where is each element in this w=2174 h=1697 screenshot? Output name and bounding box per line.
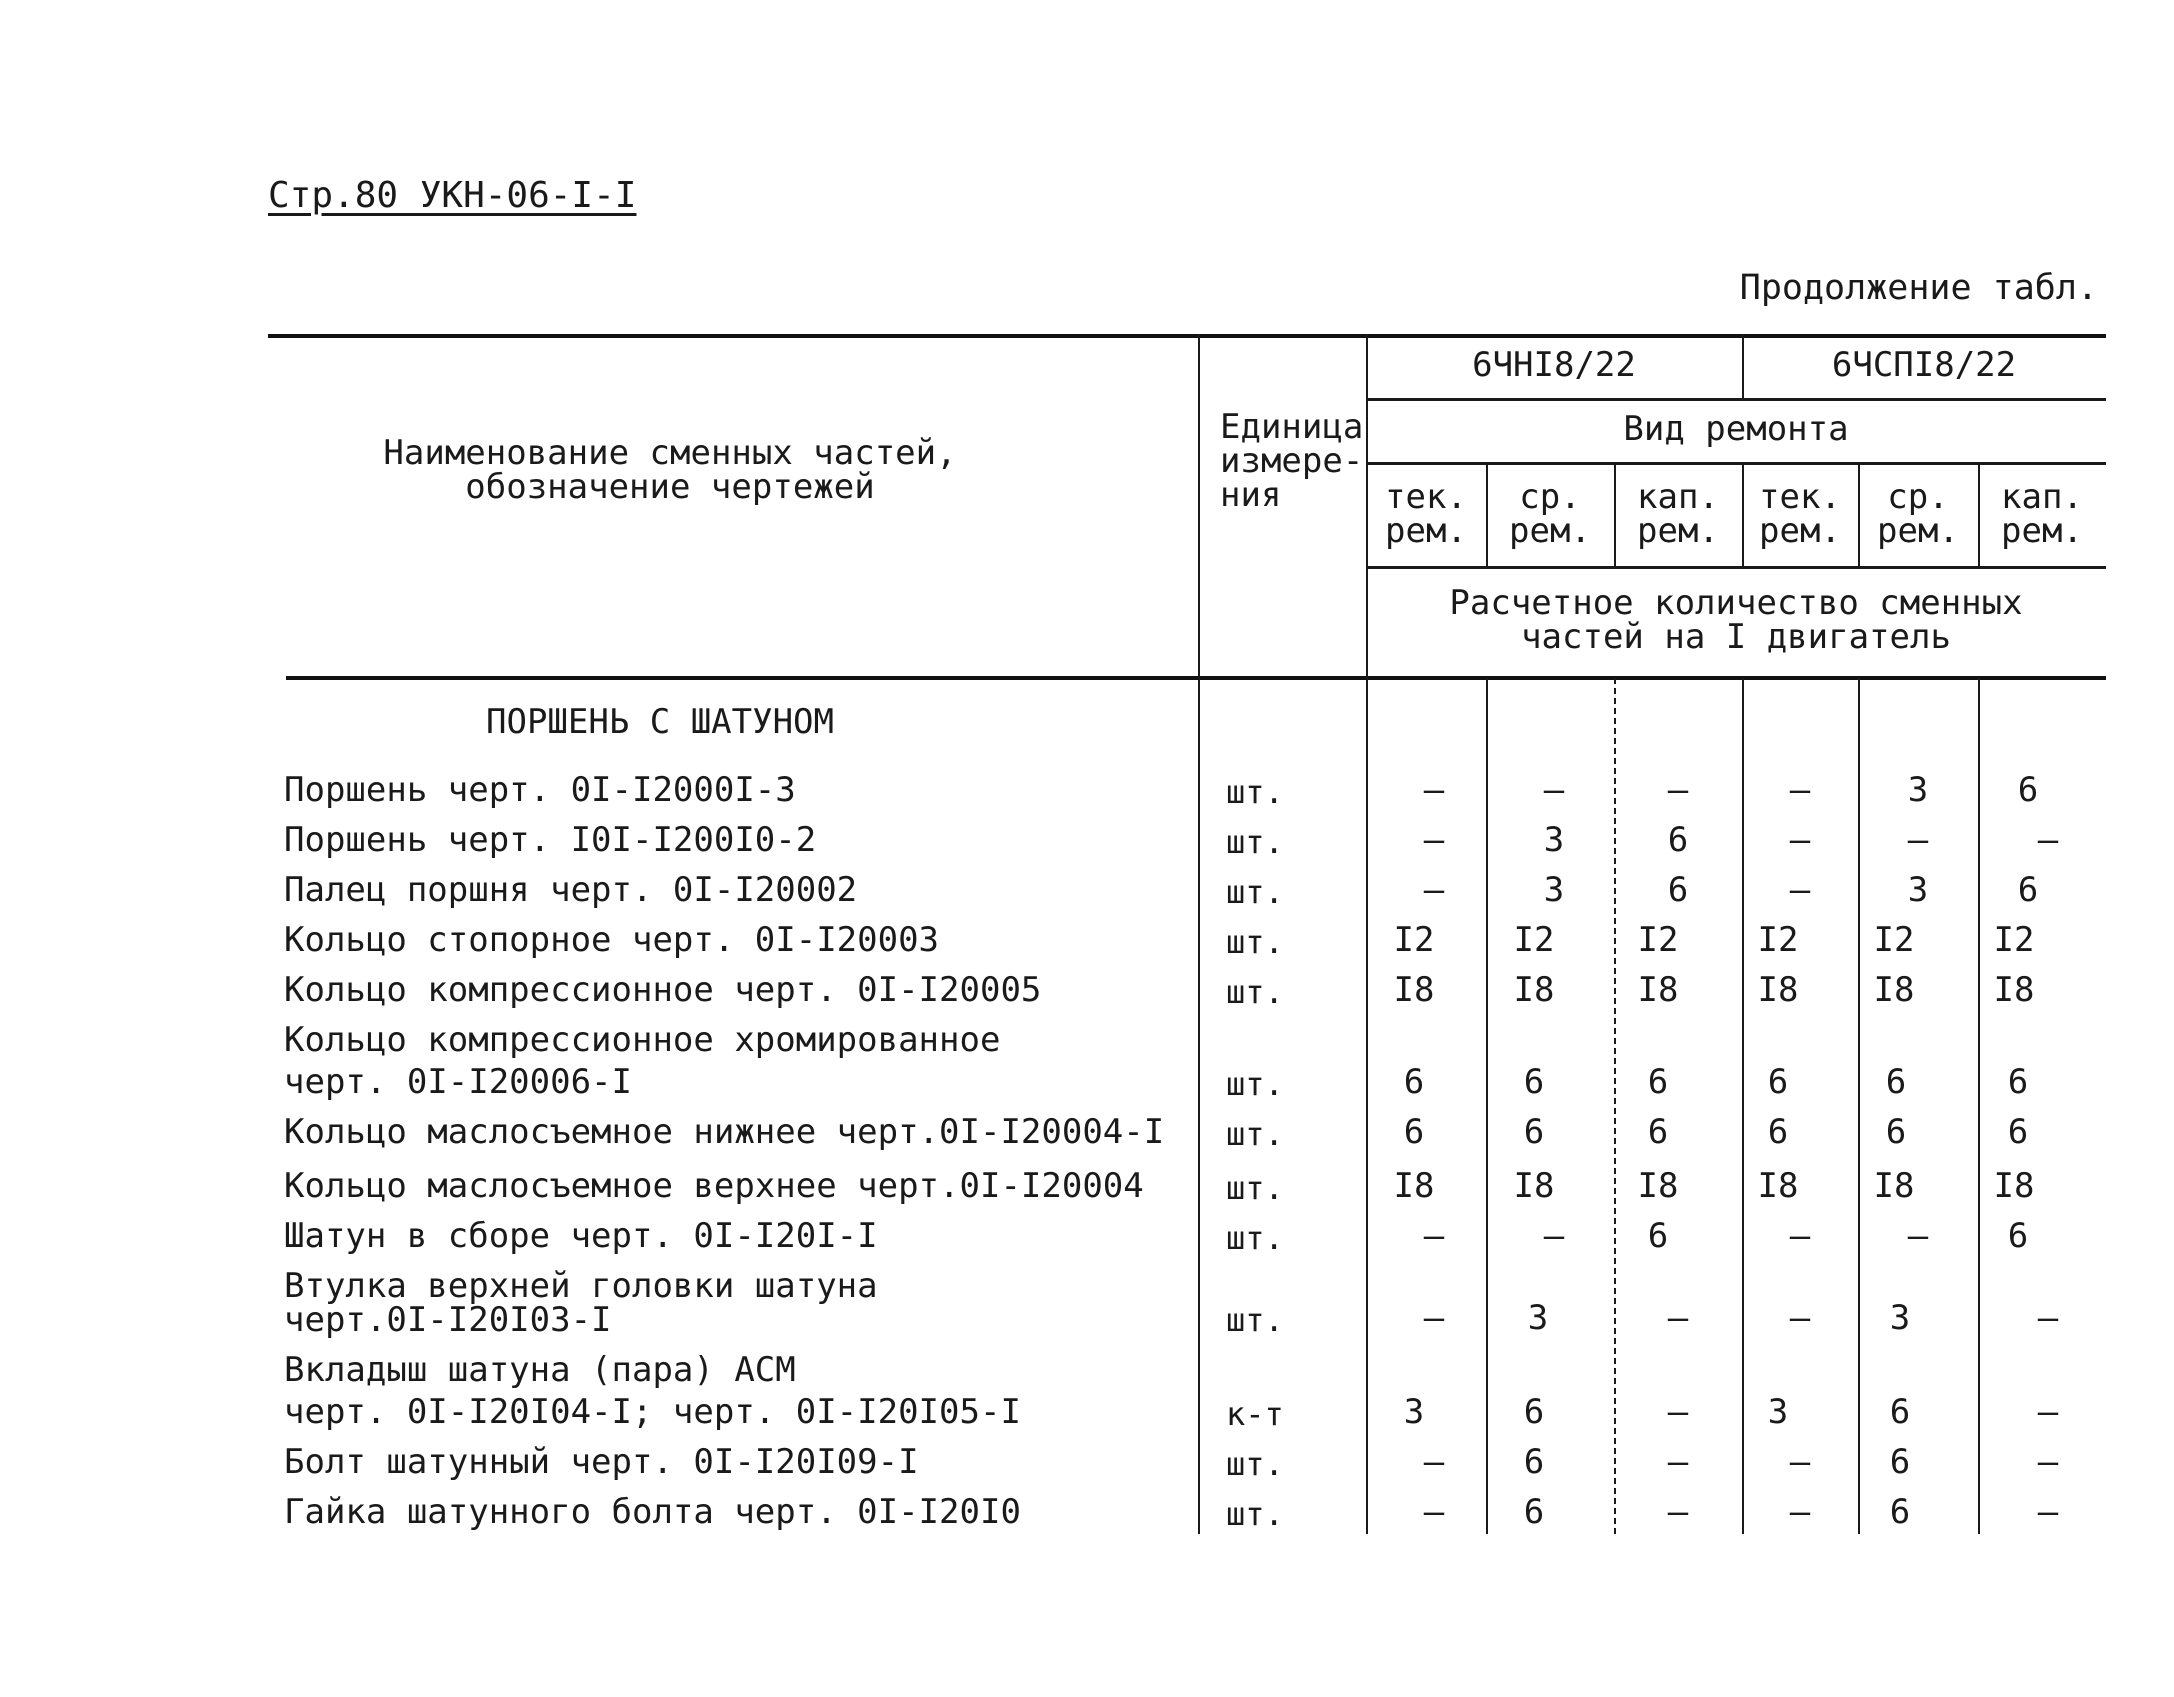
part-name: Гайка шатунного болта черт. 0I-I20I0 xyxy=(284,1492,1021,1532)
value-cell: – xyxy=(1907,820,1929,860)
value-cell: – xyxy=(1907,1216,1929,1256)
value-cell: 6 xyxy=(1647,1216,1669,1256)
header-bottom-rule xyxy=(286,676,2106,680)
value-cell: 3 xyxy=(1543,870,1565,910)
value-cell: I8 xyxy=(1513,970,1555,1010)
value-cell: – xyxy=(1423,1442,1445,1482)
part-name: Поршень черт. 0I-I2000I-3 xyxy=(284,770,796,810)
part-name: Кольцо компрессионное хромированное xyxy=(284,1020,1001,1060)
value-cell: I8 xyxy=(1757,1166,1799,1206)
value-cell: – xyxy=(1667,1392,1689,1432)
value-cell: 6 xyxy=(1647,1062,1669,1102)
part-name: Кольцо стопорное черт. 0I-I20003 xyxy=(284,920,940,960)
page-reference: Стр.80 УКН-06-I-I xyxy=(268,175,637,216)
value-cell: I2 xyxy=(1873,920,1915,960)
part-name: Втулка верхней головки шатуна xyxy=(284,1266,878,1306)
repair-type-header: Вид ремонта xyxy=(1623,409,1849,449)
part-name: Кольцо маслосъемное верхнее черт.0I-I20004 xyxy=(284,1166,1144,1206)
value-cell: – xyxy=(1543,770,1565,810)
value-cell: 3 xyxy=(1543,820,1565,860)
part-drawing: черт.0I-I20I03-I xyxy=(284,1300,612,1340)
value-cell: I8 xyxy=(1993,970,2035,1010)
value-cell: 3 xyxy=(1907,770,1929,810)
unit-cell: шт. xyxy=(1226,1169,1284,1207)
value-cell: 6 xyxy=(1403,1112,1425,1152)
value-cell: – xyxy=(1789,1492,1811,1532)
repair-row-rule xyxy=(1366,566,2106,569)
unit-column-header: Единица измере- ния xyxy=(1220,407,1364,515)
part-drawing: черт. 0I-I20006-I xyxy=(284,1062,632,1102)
repair-header-5: ср. рем. xyxy=(1877,477,1959,551)
value-cell: 6 xyxy=(1403,1062,1425,1102)
unit-cell: шт. xyxy=(1226,1495,1284,1533)
value-cell: 6 xyxy=(1523,1492,1545,1532)
value-cell: 6 xyxy=(1889,1392,1911,1432)
value-cell: – xyxy=(2037,1492,2059,1532)
value-cell: – xyxy=(2037,1392,2059,1432)
value-cell: 6 xyxy=(1523,1112,1545,1152)
value-cell: – xyxy=(1789,1298,1811,1338)
engine-header-2: 6ЧСПI8/22 xyxy=(1831,345,2017,385)
value-cell: 6 xyxy=(1889,1492,1911,1532)
repair-type-rule xyxy=(1366,462,2106,465)
unit-cell: шт. xyxy=(1226,1301,1284,1339)
value-cell: – xyxy=(1667,1442,1689,1482)
value-cell: 6 xyxy=(2017,870,2039,910)
value-cell: I8 xyxy=(1637,970,1679,1010)
value-cell: 6 xyxy=(1667,820,1689,860)
value-cell: – xyxy=(1423,770,1445,810)
value-cell: – xyxy=(1789,1442,1811,1482)
value-cell: I8 xyxy=(1873,1166,1915,1206)
value-cell: 6 xyxy=(1767,1062,1789,1102)
value-cell: 6 xyxy=(1889,1442,1911,1482)
unit-cell: шт. xyxy=(1226,973,1284,1011)
engine-header-1: 6ЧНI8/22 xyxy=(1472,345,1636,385)
value-cell: I2 xyxy=(1993,920,2035,960)
unit-col-left-rule xyxy=(1198,334,1200,1534)
value-cell: I2 xyxy=(1637,920,1679,960)
value-cell: I8 xyxy=(1993,1166,2035,1206)
value-cell: 3 xyxy=(1767,1392,1789,1432)
value-cell: – xyxy=(1789,770,1811,810)
value-cell: 6 xyxy=(1767,1112,1789,1152)
value-cell: I8 xyxy=(1393,970,1435,1010)
unit-cell: шт. xyxy=(1226,1219,1284,1257)
data-col-rule-2 xyxy=(1614,678,1616,1534)
section-title: ПОРШЕНЬ С ШАТУНОМ xyxy=(486,702,834,742)
value-cell: – xyxy=(1423,870,1445,910)
unit-cell: к-т xyxy=(1226,1395,1284,1433)
repair-header-3: кап. рем. xyxy=(1637,477,1719,551)
value-cell: I2 xyxy=(1393,920,1435,960)
unit-cell: шт. xyxy=(1226,923,1284,961)
value-cell: 3 xyxy=(1907,870,1929,910)
value-cell: 6 xyxy=(1523,1442,1545,1482)
continuation-label: Продолжение табл. xyxy=(1739,268,2098,308)
engine-row-rule xyxy=(1366,398,2106,401)
value-cell: – xyxy=(1789,1216,1811,1256)
value-cell: – xyxy=(1789,820,1811,860)
unit-cell: шт. xyxy=(1226,773,1284,811)
value-cell: – xyxy=(1789,870,1811,910)
value-cell: 3 xyxy=(1403,1392,1425,1432)
part-name: Кольцо маслосъемное нижнее черт.0I-I20004-I xyxy=(284,1112,1165,1152)
value-cell: 6 xyxy=(2007,1112,2029,1152)
table-top-rule xyxy=(268,334,2106,338)
value-cell: 6 xyxy=(2007,1216,2029,1256)
value-cell: 6 xyxy=(1667,870,1689,910)
value-cell: 6 xyxy=(1885,1062,1907,1102)
value-cell: – xyxy=(1423,1492,1445,1532)
unit-cell: шт. xyxy=(1226,1065,1284,1103)
value-cell: – xyxy=(1667,1492,1689,1532)
repair-header-2: ср. рем. xyxy=(1509,477,1591,551)
value-cell: 3 xyxy=(1889,1298,1911,1338)
unit-cell: шт. xyxy=(1226,873,1284,911)
unit-cell: шт. xyxy=(1226,1445,1284,1483)
value-cell: I8 xyxy=(1637,1166,1679,1206)
value-cell: I2 xyxy=(1513,920,1555,960)
value-cell: 3 xyxy=(1527,1298,1549,1338)
repair-header-4: тек. рем. xyxy=(1759,477,1841,551)
value-cell: – xyxy=(1667,770,1689,810)
part-drawing: черт. 0I-I20I04-I; черт. 0I-I20I05-I xyxy=(284,1392,1021,1432)
repair-header-1: тек. рем. xyxy=(1385,477,1467,551)
value-cell: – xyxy=(2037,1442,2059,1482)
part-name: Шатун в сборе черт. 0I-I20I-I xyxy=(284,1216,878,1256)
value-cell: – xyxy=(1543,1216,1565,1256)
name-column-header: Наименование сменных частей, обозначение чертежей xyxy=(383,433,957,507)
value-cell: – xyxy=(1423,1298,1445,1338)
value-cell: 6 xyxy=(1885,1112,1907,1152)
unit-cell: шт. xyxy=(1226,823,1284,861)
value-cell: – xyxy=(1423,820,1445,860)
repair-header-6: кап. рем. xyxy=(2001,477,2083,551)
value-cell: 6 xyxy=(1523,1392,1545,1432)
value-cell: 6 xyxy=(2007,1062,2029,1102)
value-cell: 6 xyxy=(1523,1062,1545,1102)
part-name: Вкладыш шатуна (пара) АСМ xyxy=(284,1350,796,1390)
part-name: Палец поршня черт. 0I-I20002 xyxy=(284,870,858,910)
value-cell: – xyxy=(1667,1298,1689,1338)
value-cell: – xyxy=(2037,1298,2059,1338)
part-name: Поршень черт. I0I-I200I0-2 xyxy=(284,820,817,860)
value-cell: I2 xyxy=(1757,920,1799,960)
value-cell: I8 xyxy=(1393,1166,1435,1206)
value-cell: 6 xyxy=(1647,1112,1669,1152)
part-name: Болт шатунный черт. 0I-I20I09-I xyxy=(284,1442,919,1482)
value-cell: – xyxy=(2037,820,2059,860)
value-cell: I8 xyxy=(1873,970,1915,1010)
value-cell: I8 xyxy=(1513,1166,1555,1206)
part-name: Кольцо компрессионное черт. 0I-I20005 xyxy=(284,970,1042,1010)
quantity-header: Расчетное количество сменных частей на I двигатель xyxy=(1449,583,2023,657)
unit-cell: шт. xyxy=(1226,1115,1284,1153)
value-cell: I8 xyxy=(1757,970,1799,1010)
value-cell: 6 xyxy=(2017,770,2039,810)
value-cell: – xyxy=(1423,1216,1445,1256)
